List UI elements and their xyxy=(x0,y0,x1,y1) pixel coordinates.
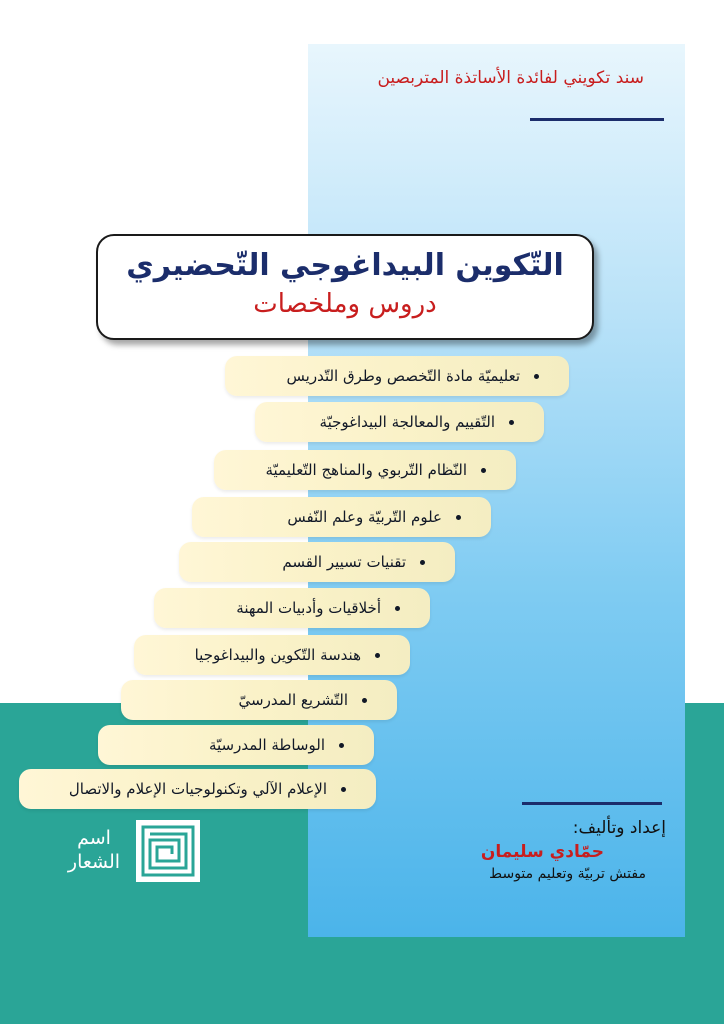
bullet-icon xyxy=(509,420,514,425)
bullet-icon xyxy=(456,515,461,520)
bullet-icon xyxy=(339,743,344,748)
bullet-icon xyxy=(341,787,346,792)
top-divider xyxy=(530,118,664,121)
bullet-icon xyxy=(395,606,400,611)
topic-item: تعليميّة مادة التّخصص وطرق التّدريس xyxy=(225,356,569,396)
bullet-icon xyxy=(481,468,486,473)
author-label: إعداد وتأليف: xyxy=(572,818,666,838)
bullet-icon xyxy=(375,653,380,658)
bullet-icon xyxy=(362,698,367,703)
topic-item: أخلاقيات وأدبيات المهنة xyxy=(154,588,430,628)
topic-item: تقنيات تسيير القسم xyxy=(179,542,455,582)
author-role: مفتش تربيّة وتعليم متوسط xyxy=(489,866,646,882)
main-title: التّكوين البيداغوجي التّحضيري xyxy=(126,248,564,283)
author-block xyxy=(386,818,666,882)
topic-item: النّظام التّربوي والمناهج التّعليميّة xyxy=(214,450,516,490)
bullet-icon xyxy=(420,560,425,565)
cover-subtitle: سند تكويني لفائدة الأساتذة المتربصين xyxy=(377,68,644,88)
author-divider xyxy=(522,802,662,805)
maze-logo-icon xyxy=(136,820,200,882)
title-box xyxy=(96,234,594,340)
topic-item: التّشريع المدرسيّ xyxy=(121,680,397,720)
topic-item: الوساطة المدرسيّة xyxy=(98,725,374,765)
bullet-icon xyxy=(534,374,539,379)
topic-item: التّقييم والمعالجة البيداغوجيّة xyxy=(255,402,544,442)
logo-label: اسم الشعار xyxy=(67,827,121,873)
topic-item: علوم التّربيّة وعلم النّفس xyxy=(192,497,491,537)
topic-item: الإعلام الآلي وتكنولوجيات الإعلام والاتصال xyxy=(19,769,376,809)
title-subheading: دروس وملخصات xyxy=(253,289,437,319)
topic-item: هندسة التّكوين والبيداغوجيا xyxy=(134,635,410,675)
author-name: حمّادي سليمان xyxy=(480,842,604,862)
